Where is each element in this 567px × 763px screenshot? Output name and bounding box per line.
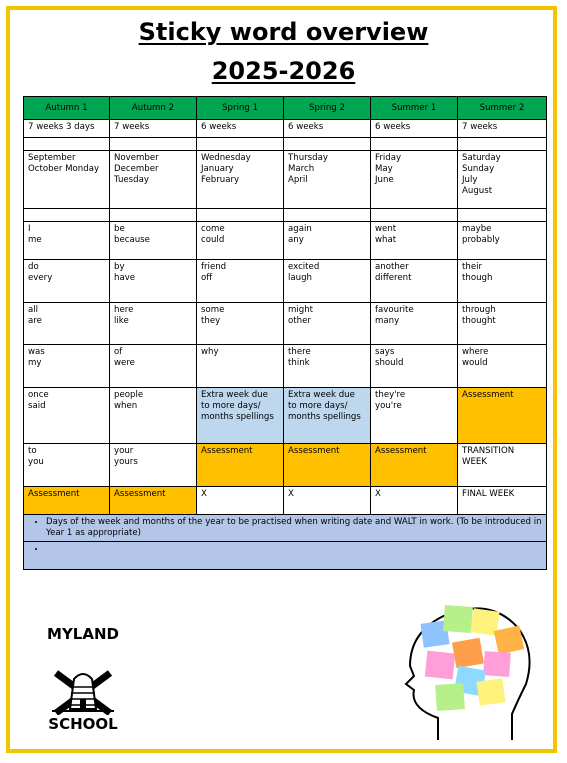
word-cell: X <box>371 487 458 515</box>
word-row <box>24 444 547 487</box>
extra-week-cell: Extra week due to more days/ months spellings <box>197 388 284 444</box>
extra-week-cell: Extra week due to more days/ months spellings <box>284 388 371 444</box>
word-cell: where would <box>458 345 547 388</box>
weeks-cell: 7 weeks <box>458 120 547 138</box>
assessment-cell: Assessment <box>110 487 197 515</box>
word-cell: some they <box>197 303 284 345</box>
word-cell: by have <box>110 260 197 303</box>
word-cell: your yours <box>110 444 197 487</box>
page-title: Sticky word overview <box>138 18 429 46</box>
word-cell: here like <box>110 303 197 345</box>
weeks-cell: 6 weeks <box>371 120 458 138</box>
word-cell: FINAL WEEK <box>458 487 547 515</box>
word-cell: people when <box>110 388 197 444</box>
word-cell: they're you're <box>371 388 458 444</box>
days-months-row <box>24 151 547 209</box>
weeks-row <box>24 120 547 138</box>
word-cell: favourite many <box>371 303 458 345</box>
word-row <box>24 303 547 345</box>
assessment-cell: Assessment <box>458 388 547 444</box>
head-sticky-notes-icon <box>400 600 540 740</box>
word-cell: TRANSITION WEEK <box>458 444 547 487</box>
word-cell: be because <box>110 222 197 260</box>
word-cell: once said <box>24 388 110 444</box>
days-months-cell: September October Monday <box>24 151 110 209</box>
assessment-cell: Assessment <box>371 444 458 487</box>
word-row <box>24 487 547 515</box>
word-cell: friend off <box>197 260 284 303</box>
word-cell: was my <box>24 345 110 388</box>
school-logo <box>38 625 128 735</box>
word-cell: X <box>284 487 371 515</box>
word-row <box>24 260 547 303</box>
windmill-icon <box>48 643 118 715</box>
sticky-word-table <box>23 96 547 570</box>
logo-text-bottom: SCHOOL <box>48 715 118 733</box>
word-cell: maybe probably <box>458 222 547 260</box>
word-row <box>24 345 547 388</box>
term-header: Autumn 2 <box>110 97 197 120</box>
word-cell: through thought <box>458 303 547 345</box>
note-row <box>24 542 547 570</box>
term-header: Spring 2 <box>284 97 371 120</box>
weeks-cell: 6 weeks <box>197 120 284 138</box>
logo-text-top: MYLAND <box>47 625 119 643</box>
word-cell: of were <box>110 345 197 388</box>
weeks-cell: 7 weeks 3 days <box>24 120 110 138</box>
days-months-cell: November December Tuesday <box>110 151 197 209</box>
word-cell: X <box>197 487 284 515</box>
word-cell: their though <box>458 260 547 303</box>
note-item <box>46 544 542 555</box>
term-header-row <box>24 97 547 120</box>
days-months-cell: Friday May June <box>371 151 458 209</box>
term-header: Autumn 1 <box>24 97 110 120</box>
term-header: Summer 2 <box>458 97 547 120</box>
assessment-cell: Assessment <box>24 487 110 515</box>
weeks-cell: 7 weeks <box>110 120 197 138</box>
word-cell: there think <box>284 345 371 388</box>
word-cell: says should <box>371 345 458 388</box>
spacer-row <box>24 138 547 151</box>
word-cell: come could <box>197 222 284 260</box>
word-row <box>24 222 547 260</box>
word-cell: I me <box>24 222 110 260</box>
word-cell: might other <box>284 303 371 345</box>
word-cell: again any <box>284 222 371 260</box>
word-cell: all are <box>24 303 110 345</box>
note-item: • Days of the week and months of the year to be practised when writing date and WALT in work. (To be introduced in Year 1 as appropriate) <box>46 517 542 539</box>
page-year: 2025-2026 <box>211 57 356 85</box>
days-months-cell: Wednesday January February <box>197 151 284 209</box>
days-months-cell: Saturday Sunday July August <box>458 151 547 209</box>
word-cell: went what <box>371 222 458 260</box>
word-row <box>24 388 547 444</box>
term-header: Summer 1 <box>371 97 458 120</box>
assessment-cell: Assessment <box>197 444 284 487</box>
note-row <box>24 515 547 542</box>
assessment-cell: Assessment <box>284 444 371 487</box>
word-cell: to you <box>24 444 110 487</box>
term-header: Spring 1 <box>197 97 284 120</box>
weeks-cell: 6 weeks <box>284 120 371 138</box>
word-cell: why <box>197 345 284 388</box>
days-months-cell: Thursday March April <box>284 151 371 209</box>
word-cell: do every <box>24 260 110 303</box>
spacer-row <box>24 209 547 222</box>
word-cell: another different <box>371 260 458 303</box>
word-cell: excited laugh <box>284 260 371 303</box>
